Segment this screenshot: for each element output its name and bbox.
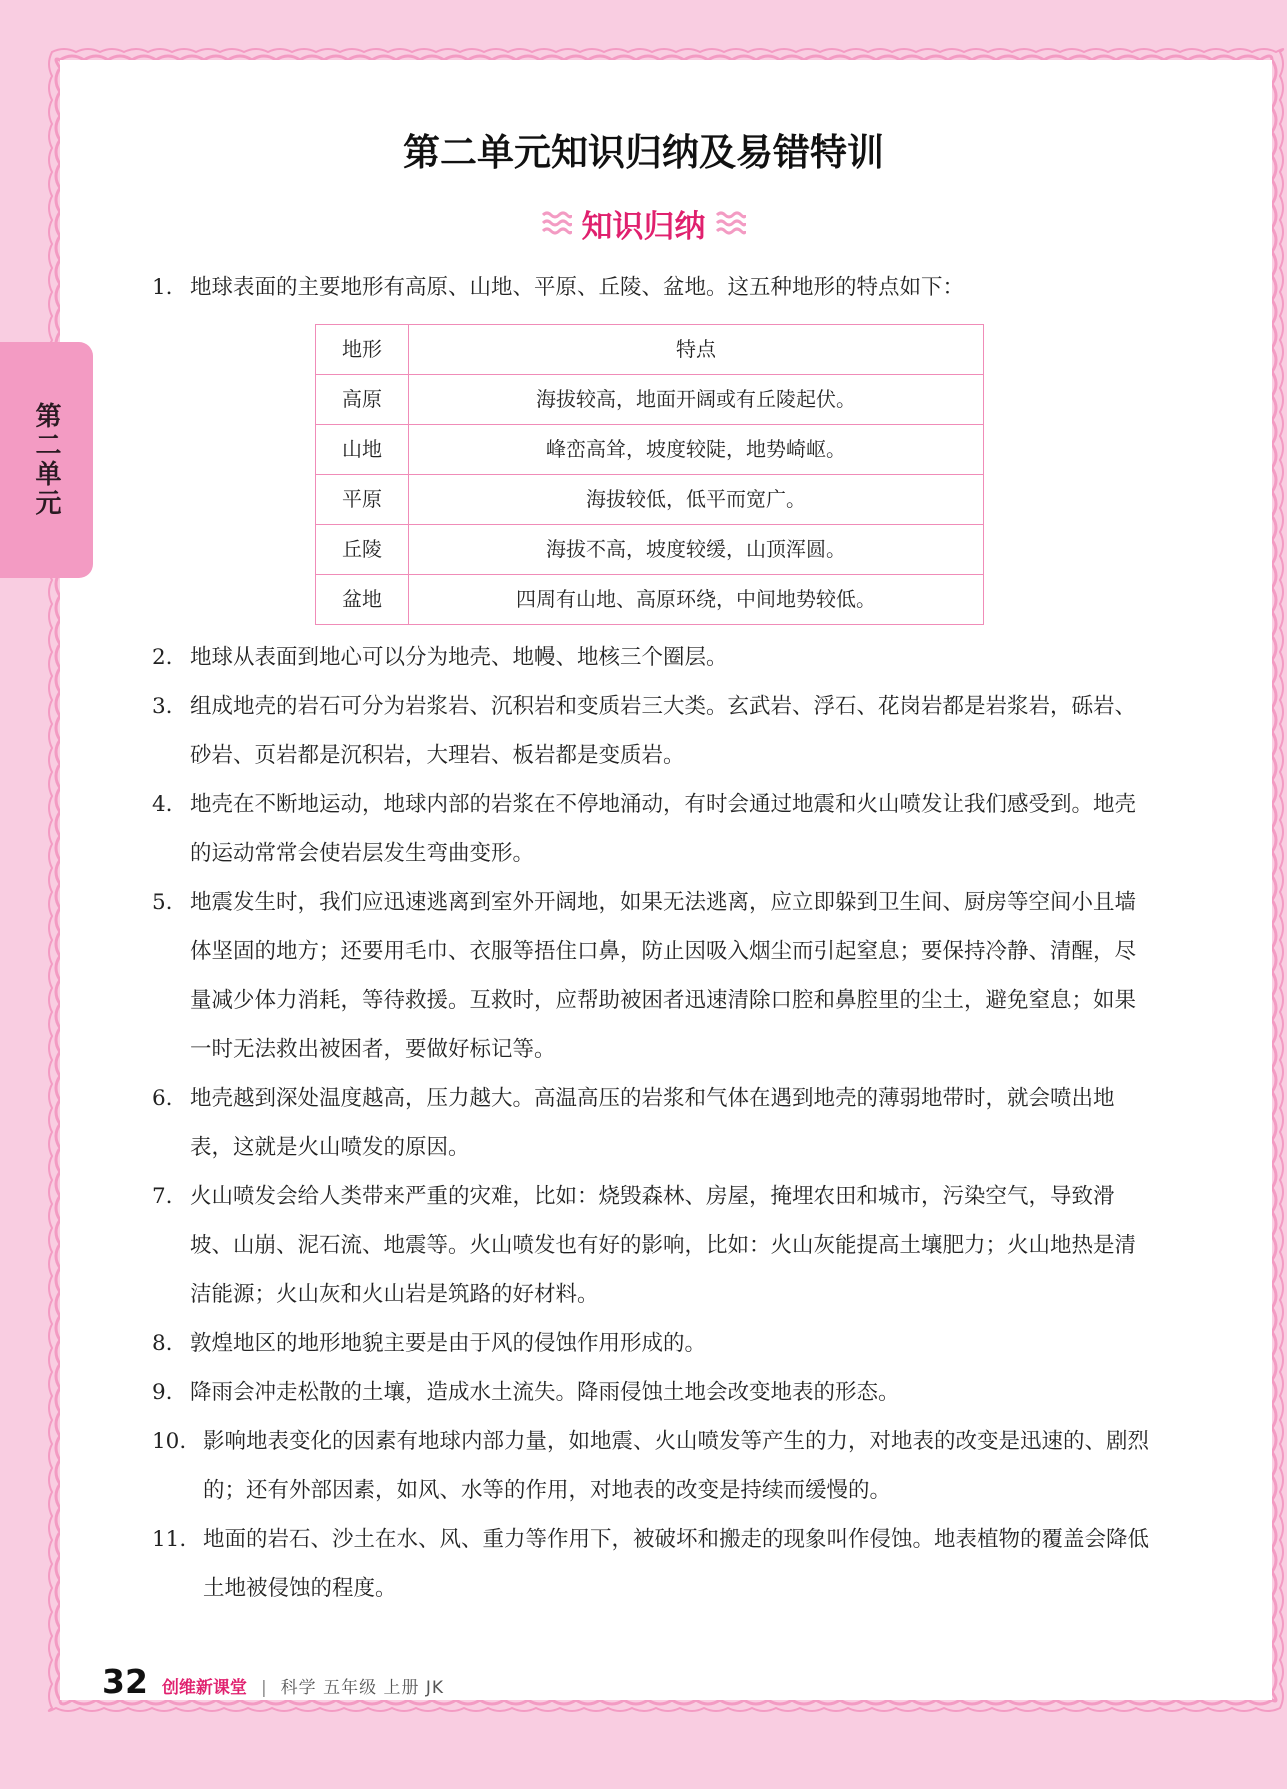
page-number: 32 [102, 1662, 148, 1701]
table-cell: 丘陵 [316, 525, 409, 575]
item-text: 敦煌地区的地形地貌主要是由于风的侵蚀作用形成的。 [190, 1331, 707, 1356]
footer-separator: | [260, 1678, 267, 1698]
list-item [152, 1172, 1157, 1319]
page-title: 第二单元知识归纳及易错特训 [403, 131, 884, 174]
item-text: 地面的岩石、沙土在水、风、重力等作用下，被破坏和搬走的现象叫作侵蚀。地表植物的覆盖会降低土地被侵蚀的程度。 [203, 1527, 1150, 1601]
table-cell: 盆地 [316, 575, 409, 625]
landform-table [315, 324, 984, 625]
item-number: 2. [152, 645, 173, 670]
section-heading [0, 200, 1287, 246]
item-text: 降雨会冲走松散的土壤，造成水土流失。降雨侵蚀土地会改变地表的形态。 [190, 1380, 900, 1405]
item-number: 4. [152, 792, 173, 817]
list-item [152, 1515, 1157, 1613]
item-text: 地壳越到深处温度越高，压力越大。高温高压的岩浆和气体在遇到地壳的薄弱地带时，就会喷出地表，这就是火山喷发的原因。 [190, 1086, 1115, 1160]
list-item [152, 633, 1157, 682]
list-item [152, 1368, 1157, 1417]
item-text: 地球表面的主要地形有高原、山地、平原、丘陵、盆地。这五种地形的特点如下： [190, 275, 965, 300]
item-number: 10. [152, 1429, 187, 1454]
table-header-cell: 特点 [409, 325, 984, 375]
item-number: 8. [152, 1331, 173, 1356]
knowledge-list [152, 263, 1157, 1613]
list-item [152, 878, 1157, 1074]
wave-right-icon [716, 210, 746, 236]
item-text: 地球从表面到地心可以分为地壳、地幔、地核三个圈层。 [190, 645, 728, 670]
list-item [152, 682, 1157, 780]
item-text: 地壳在不断地运动，地球内部的岩浆在不停地涌动，有时会通过地震和火山喷发让我们感受到。地壳的运动常常会使岩层发生弯曲变形。 [190, 792, 1137, 866]
item-text: 地震发生时，我们应迅速逃离到室外开阔地，如果无法逃离，应立即躲到卫生间、厨房等空间小且墙体坚固的地方；还要用毛巾、衣服等捂住口鼻，防止因吸入烟尘而引起窒息；要保持冷静、清醒，尽量减少体力消耗，等待救援。互救时，应帮助被困者迅速清除口腔和鼻腔里的尘土，避免窒息；如果一时无法救出被困者，要做好标记等。 [190, 890, 1137, 1062]
table-cell: 山地 [316, 425, 409, 475]
item-number: 5. [152, 890, 173, 915]
table-row [316, 375, 984, 425]
table-row [316, 525, 984, 575]
item-text: 组成地壳的岩石可分为岩浆岩、沉积岩和变质岩三大类。玄武岩、浮石、花岗岩都是岩浆岩，砾岩、砂岩、页岩都是沉积岩，大理岩、板岩都是变质岩。 [190, 694, 1137, 768]
table-row [316, 475, 984, 525]
table-row [316, 575, 984, 625]
table-cell: 峰峦高耸，坡度较陡，地势崎岖。 [409, 425, 984, 475]
table-cell: 海拔较高，地面开阔或有丘陵起伏。 [409, 375, 984, 425]
unit-side-tab-label: 第二单元 [31, 402, 61, 518]
list-item [152, 780, 1157, 878]
item-number: 9. [152, 1380, 173, 1405]
item-number: 1. [152, 275, 173, 300]
table-cell: 海拔不高，坡度较缓，山顶浑圆。 [409, 525, 984, 575]
list-item [152, 1417, 1157, 1515]
table-row [316, 425, 984, 475]
book-meta: 科学 五年级 上册 JK [280, 1678, 445, 1698]
item-text: 影响地表变化的因素有地球内部力量，如地震、火山喷发等产生的力，对地表的改变是迅速的、剧烈的；还有外部因素，如风、水等的作用，对地表的改变是持续而缓慢的。 [203, 1429, 1150, 1503]
item-number: 3. [152, 694, 173, 719]
item-text: 火山喷发会给人类带来严重的灾难，比如：烧毁森林、房屋，掩埋农田和城市，污染空气，导致滑坡、山崩、泥石流、地震等。火山喷发也有好的影响，比如：火山灰能提高土壤肥力；火山地热是清洁能源；火山灰和火山岩是筑路的好材料。 [190, 1184, 1137, 1307]
list-item [152, 1319, 1157, 1368]
item-number: 6. [152, 1086, 173, 1111]
table-cell: 平原 [316, 475, 409, 525]
list-item [152, 263, 1157, 312]
table-header-cell: 地形 [316, 325, 409, 375]
list-item [152, 1074, 1157, 1172]
table-cell: 海拔较低，低平而宽广。 [409, 475, 984, 525]
table-cell: 四周有山地、高原环绕，中间地势较低。 [409, 575, 984, 625]
table-cell: 高原 [316, 375, 409, 425]
section-heading-label: 知识归纳 [581, 208, 706, 245]
table-header-row [316, 325, 984, 375]
item-number: 11. [152, 1527, 187, 1552]
wave-left-icon [542, 210, 572, 236]
page-footer [102, 1662, 444, 1706]
item-number: 7. [152, 1184, 173, 1209]
unit-side-tab [0, 342, 93, 578]
book-brand: 创维新课堂 [161, 1678, 247, 1698]
